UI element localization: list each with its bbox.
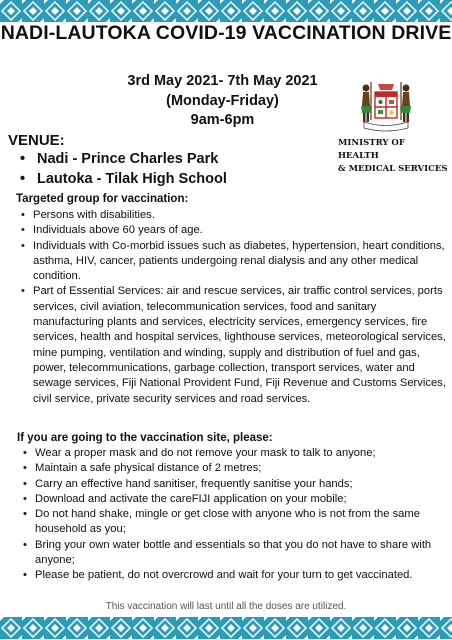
venue-item-nadi: • Nadi - Prince Charles Park <box>20 149 227 169</box>
venue-heading: VENUE: <box>8 132 65 149</box>
date-hours: 9am-6pm <box>190 112 255 128</box>
ministry-line-2: & MEDICAL SERVICES <box>338 164 448 174</box>
site-instructions-heading: If you are going to the vaccination site, please: <box>17 432 273 444</box>
targeted-group-heading: Targeted group for vaccination: <box>16 193 189 205</box>
instruction-be-patient: • Please be patient, do not overcrowd and wait for your turn to get vaccinated. <box>22 568 444 583</box>
targeted-item-comorbid: • Individuals with Co-morbid issues such as diabetes, hypertension, heart conditions, asthma, HIV, cancer, patients undergoing renal dialysis and any other medical condition. <box>20 239 446 285</box>
top-tapa-border <box>0 0 452 22</box>
targeted-item-disabilities: • Persons with disabilities. <box>20 208 446 223</box>
targeted-item-age: • Individuals above 60 years of age. <box>20 223 446 238</box>
instruction-carefiji: • Download and activate the careFIJI application on your mobile; <box>22 492 444 507</box>
ministry-label <box>338 137 448 176</box>
targeted-item-essential-services: • Part of Essential Services: air and rescue services, air traffic control services, ports services, civil aviation, telecommunication services, food and sanitary manufacturing plants and services, electricity services, emergency services, fire services, health and hospital services, lighthouse services, meteorological services, mine pumping, ventilation and winding, supply and distribution of fuel and gas, power, telecommunications, garbage collection, transport services, water and sewage services, Fiji National Provident Fund, Fiji Revenue and Customs Services, civil service, private security services and road services. <box>20 284 446 406</box>
instruction-sanitiser: • Carry an effective hand sanitiser, frequently sanitise your hands; <box>22 477 444 492</box>
bottom-tapa-border <box>0 617 452 639</box>
fiji-coat-of-arms-logo <box>356 76 416 136</box>
date-days: (Monday-Friday) <box>166 92 279 109</box>
instruction-mask: • Wear a proper mask and do not remove your mask to talk to anyone; <box>22 446 444 461</box>
instruction-no-handshake: • Do not hand shake, mingle or get close with anyone who is not from the same household as you; <box>22 507 444 538</box>
targeted-group-list <box>20 208 446 407</box>
poster-title: NADI-LAUTOKA COVID-19 VACCINATION DRIVE <box>0 22 452 44</box>
date-range: 3rd May 2021- 7th May 2021 <box>127 73 318 89</box>
ministry-line-1: MINISTRY OF HEALTH <box>338 138 405 161</box>
venue-item-lautoka: • Lautoka - Tilak High School <box>20 169 227 189</box>
instruction-distance: • Maintain a safe physical distance of 2 metres; <box>22 461 444 476</box>
footer-note: This vaccination will last until all the doses are utilized. <box>105 601 347 612</box>
site-instructions-list <box>22 446 444 584</box>
event-dates <box>95 72 350 131</box>
instruction-water-bottle: • Bring your own water bottle and essentials so that you do not have to share with anyone; <box>22 538 444 569</box>
venue-list <box>20 149 227 189</box>
